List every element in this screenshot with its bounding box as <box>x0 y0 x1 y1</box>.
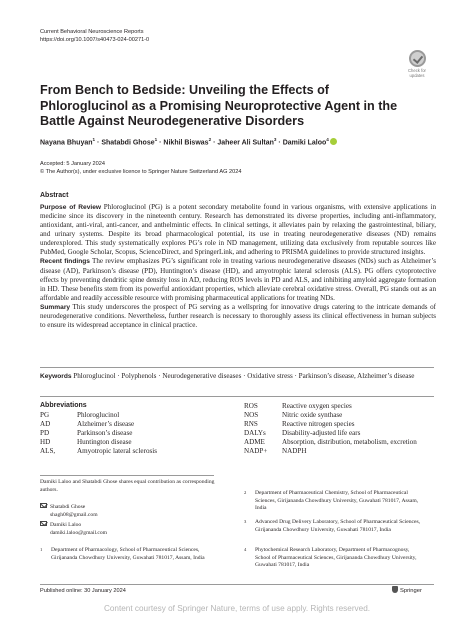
abbreviation-key: HD <box>40 438 51 447</box>
abbreviation-key: RNS <box>244 420 258 429</box>
abbreviation-row <box>40 411 157 420</box>
abbreviation-row <box>40 438 157 447</box>
abbreviation-value: NADPH <box>282 447 307 456</box>
affiliation <box>244 547 426 570</box>
abbreviation-value: Huntington disease <box>77 438 132 447</box>
abbreviation-key: ADME <box>244 438 265 447</box>
abbreviation-value: Amyotropic lateral sclerosis <box>77 447 157 456</box>
abstract-body <box>40 203 436 330</box>
orcid-icon[interactable] <box>330 138 337 145</box>
abstract-purpose <box>40 203 436 257</box>
article-dates <box>40 160 241 176</box>
abbreviation-key: NADP+ <box>244 447 268 456</box>
affiliation-number: 1 <box>40 547 43 552</box>
abstract-heading: Abstract <box>40 192 69 199</box>
summary-label: Summary <box>40 303 71 311</box>
check-updates-icon <box>409 50 426 67</box>
abbreviations-heading: Abbreviations <box>40 402 87 409</box>
journal-name: Current Behavioral Neuroscience Reports <box>40 29 144 35</box>
findings-text: The review emphasizes PG’s significant role in treating various neurodegenerative diseases (NDs) such as Alzheimer’s disease (AD), Parkinson’s disease (PD), Huntington’s disease (HD), and amyotrophic lateral sclerosis (ALS). PG offers cytoprotective effects by preventing dendritic spine density loss in AD, reducing ROS levels in PD and ALS, and inhibiting amyloid aggregate formation in HD. These benefits stem from its powerful antioxidant properties, which alleviate cerebral oxidative stress. Overall, PG stands out as an affordable and readily accessible resource with promising pharmaceutical applications for treating NDs. <box>40 257 436 302</box>
copyright-line: © The Author(s), under exclusive licence to Springer Nature Switzerland AG 2024 <box>40 169 242 175</box>
corresponding-name: Damiki Laloo <box>50 522 82 528</box>
badge-caption-1: Check for <box>408 68 426 73</box>
author-name[interactable]: Shatabdi Ghose <box>101 139 155 147</box>
abbreviation-value: Reactive nitrogen species <box>282 420 355 429</box>
abbreviation-row <box>244 420 442 429</box>
abbreviation-row <box>244 438 442 447</box>
abbreviation-key: NOS <box>244 411 259 420</box>
author-affiliation-number: 3 <box>273 137 277 142</box>
author-name[interactable]: Nikhil Biswas <box>163 139 209 147</box>
doi-link[interactable]: https://doi.org/10.1007/s40473-024-00271-0 <box>40 37 150 43</box>
abstract-summary <box>40 303 436 330</box>
abbreviations-table-left <box>40 411 157 456</box>
abbreviation-value: Reactive oxygen species <box>282 402 352 410</box>
author-separator: · <box>157 139 164 147</box>
abbreviation-row <box>244 402 442 411</box>
corresponding-name: Shatabdi Ghose <box>50 504 86 510</box>
abbreviation-key: DALYs <box>244 429 266 438</box>
contribution-note: Damiki Laloo and Shatabdi Ghose shares equal contribution as corresponding authors. <box>40 479 215 493</box>
keywords-label: Keywords <box>40 373 72 380</box>
courtesy-watermark: Content courtesy of Springer Nature, terms of use apply. Rights reserved. <box>103 604 371 613</box>
abbreviation-value: Disability-adjusted life ears <box>282 429 361 438</box>
author-name[interactable]: Jaheer Ali Sultan <box>217 139 274 147</box>
author-name[interactable]: Nayana Bhuyan <box>40 139 93 147</box>
abbreviation-value: Phloroglucinol <box>77 411 120 419</box>
abbreviation-key: ROS <box>244 402 258 410</box>
affiliation <box>40 547 222 562</box>
abstract-findings <box>40 257 436 302</box>
author-separator: · <box>211 139 218 147</box>
author-name[interactable]: Damiki Laloo <box>282 139 327 147</box>
abbreviation-row <box>40 420 157 429</box>
abbreviation-value: Parkinson’s disease <box>77 429 133 438</box>
envelope-icon <box>40 503 47 508</box>
purpose-label: Purpose of Review <box>40 204 102 211</box>
affiliation-text: Phytochemical Research Laboratory, Department of Pharmacognosy, School of Pharmaceutical Sciences, Girijananda Chowdhury University, Guwahati 781017, India <box>255 547 417 569</box>
abbreviation-value: Alzheimer’s disease <box>77 420 135 429</box>
abbreviation-row <box>244 429 442 438</box>
springer-horse-icon <box>392 586 398 593</box>
author-list <box>40 135 440 148</box>
affiliation <box>244 490 426 513</box>
abbreviations-table-right <box>244 402 442 457</box>
journal-header <box>40 28 149 44</box>
affiliation-text: Advanced Drug Delivery Laboratory, School of Pharmaceutical Sciences, Girijananda Chowdhury University, Guwahati 781017, India <box>255 519 421 533</box>
author-affiliation-number: 1 <box>92 137 96 142</box>
abbreviation-key: ALS, <box>40 447 56 456</box>
abbreviation-row <box>244 447 442 456</box>
author-affiliation-number: 4 <box>326 137 329 142</box>
article-title: From Bench to Bedside: Unveiling the Effects of Phloroglucinol as a Promising Neuroprotective Agent in the Battle Against Neurodegenerative Disorders <box>40 83 398 129</box>
abbreviation-row <box>40 429 157 438</box>
abbreviation-key: PD <box>40 429 50 438</box>
affiliation-number: 3 <box>244 519 247 524</box>
check-for-updates-badge[interactable] <box>402 50 432 83</box>
badge-caption-2: updates <box>409 73 425 78</box>
affiliation-text: Department of Pharmaceutical Chemistry, School of Pharmaceutical Sciences, Girijananda Chowdhury University, Guwahati 781017, Assam, India <box>255 490 419 512</box>
author-affiliation-number: 2 <box>208 137 212 142</box>
publisher-name: Springer <box>400 588 422 594</box>
author-affiliation-number: 1 <box>154 137 158 142</box>
footer-divider <box>40 584 434 585</box>
abbreviation-key: PG <box>40 411 50 419</box>
affiliation <box>244 519 426 534</box>
email-link[interactable]: shagh08@gmail.com <box>50 511 98 518</box>
publisher-logo <box>392 586 422 594</box>
keywords <box>40 372 434 381</box>
envelope-icon <box>40 521 47 526</box>
abbreviations-divider <box>40 396 434 397</box>
author-separator: · <box>276 139 283 147</box>
findings-label: Recent findings <box>40 258 90 266</box>
affiliation-number: 4 <box>244 547 247 552</box>
abbreviation-row <box>244 411 442 420</box>
abbreviation-value: Nitric oxide synthase <box>282 411 343 420</box>
keywords-text: Phloroglucinol · Polyphenols · Neurodegenerative diseases · Oxidative stress · Parkinson’s disease, Alzheimer’s disease <box>71 372 415 380</box>
corresponding-author-1 <box>40 503 220 519</box>
accepted-date: Accepted: 5 January 2024 <box>40 161 105 167</box>
footnote-divider <box>40 475 214 476</box>
corresponding-author-2 <box>40 521 220 537</box>
abbreviation-key: AD <box>40 420 51 429</box>
purpose-text: Phloroglucinol (PG) is a potent secondary metabolite found in various organisms, with extensive applications in medicine since its discovery in the nineteenth century. Research has demonstrated its diverse properties, including anti-inflammatory, antioxidant, anti-viral, anti-cancer, and anthelmintic effects. In clinical settings, it alleviates pain by relaxing the gastrointestinal, biliary, and urinary systems. Despite its broad pharmacological potential, its use in treating neurodegenerative diseases (ND) remains underexplored. This study systematically explores PG’s role in ND management, utilizing data exclusively from reputable sources like PubMed, Google Scholar, Scopus, ScienceDirect, and SpringerLink, and adhering to PRISMA guidelines to provide structured insights. <box>40 203 436 257</box>
abbreviation-value: Absorption, distribution, metabolism, excretion <box>282 438 417 447</box>
keywords-divider <box>40 367 434 368</box>
author-separator: · <box>95 139 102 147</box>
published-online-date: Published online: 30 January 2024 <box>40 588 126 594</box>
affiliation-text: Department of Pharmacology, School of Pharmaceutical Sciences, Girijananda Chowdhury University, Guwahati 781017, Assam, India <box>51 547 205 561</box>
abbreviation-row <box>40 447 157 456</box>
affiliation-number: 2 <box>244 490 247 495</box>
email-link[interactable]: damiki.laloo@gmail.com <box>50 529 108 536</box>
summary-text: This study underscores the prospect of PG serving as a wellspring for innovative drugs catering to the intricate demands of neurodegenerative conditions. Nevertheless, further research is necessary to thoroughly assess its clinical effectiveness in human subjects to ensure its widespread acceptance in clinical practice. <box>40 302 436 330</box>
